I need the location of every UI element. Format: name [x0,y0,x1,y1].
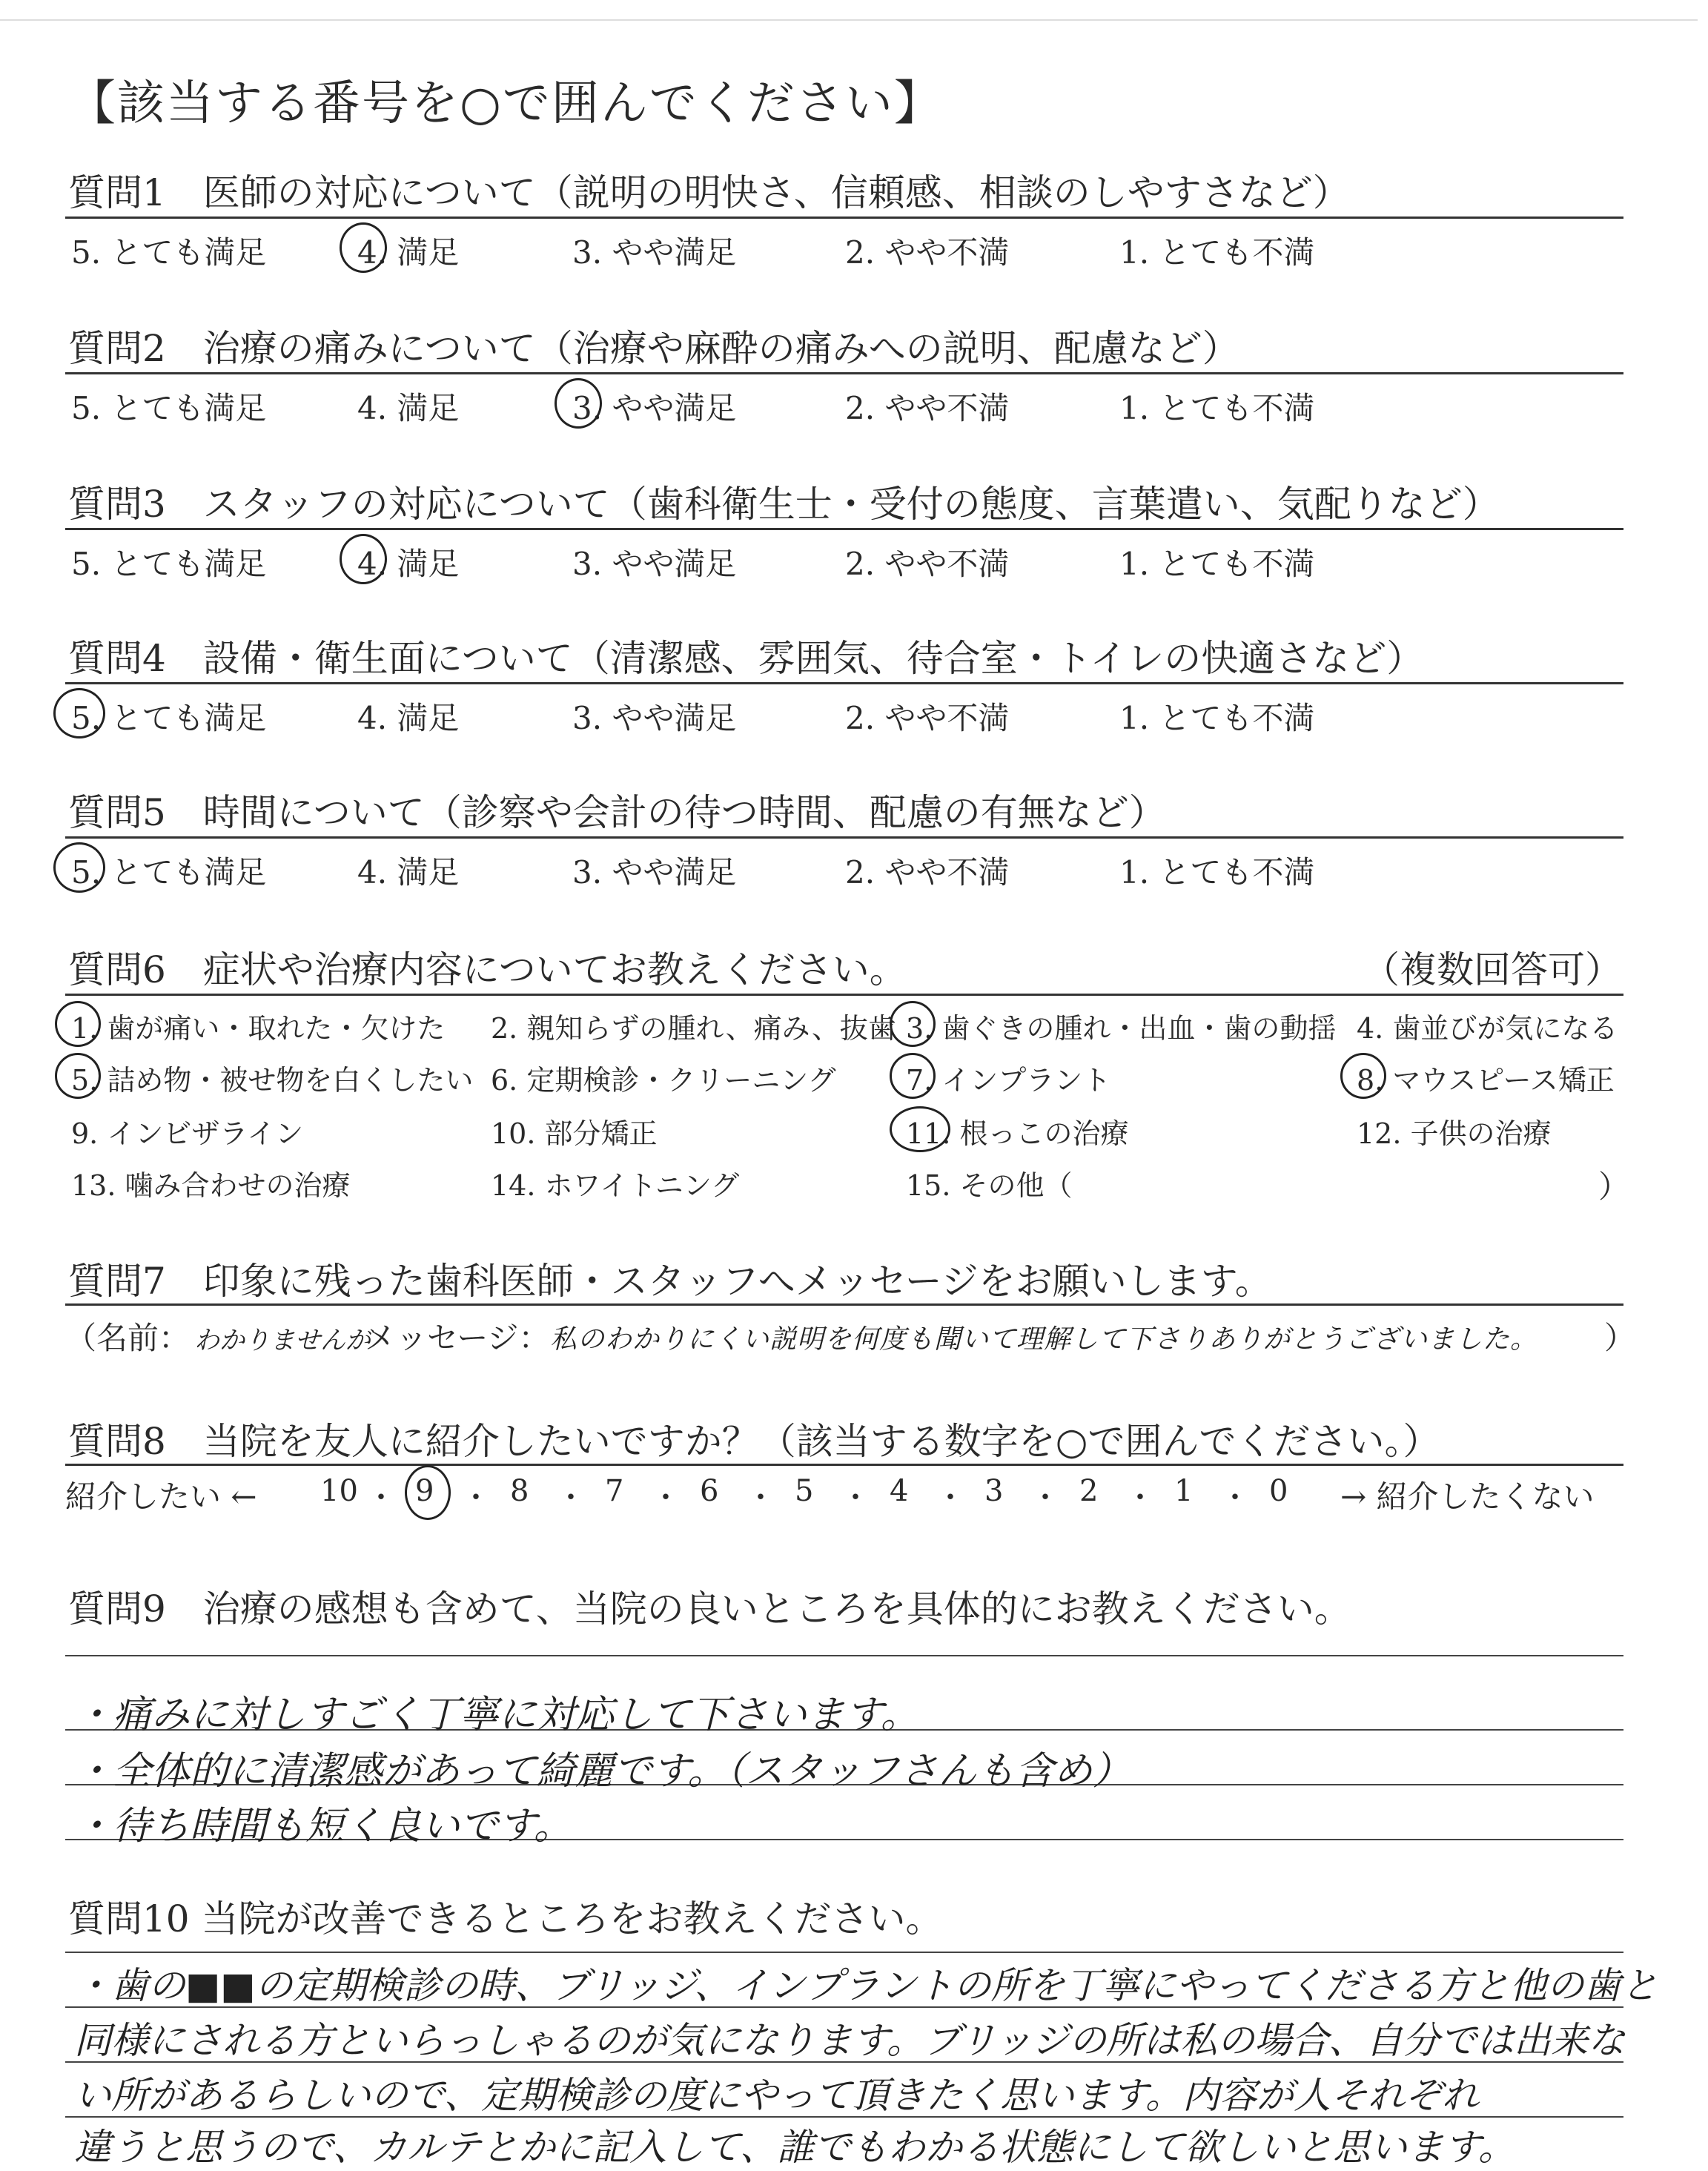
q2-selection-circle [555,378,602,429]
q8-selection-circle [405,1465,451,1520]
q4-option-4[interactable]: 4. 満足 [357,700,460,736]
q6-option-12[interactable]: 12. 子供の治療 [1357,1117,1552,1150]
q8-scale-9[interactable]: 9 [415,1474,434,1508]
q10-answer-line[interactable]: い所があるらしいので、定期検診の度にやって頂きたく思います。内容が人それぞれ [74,2074,1479,2117]
q6-rule [65,994,1623,996]
q5-selection-circle [53,842,105,893]
q7-name-value[interactable]: わかりませんが [194,1326,371,1355]
q6-option-11[interactable]: 11. 根っこの治療 [906,1117,1129,1150]
q8-separator: ・ [651,1481,681,1515]
q7-name-label: （名前： [65,1320,191,1356]
instructions-header: 【該当する番号を○で囲んでください】 [68,76,943,131]
q7-close-paren: ） [1604,1320,1636,1356]
q6-selection-circle [890,1106,950,1152]
q8-scale-0[interactable]: 0 [1269,1474,1288,1508]
q10-answer-line[interactable]: 違うと思うので、カルテとかに記入して、誰でもわかる状態にして欲しいと思います。 [74,2126,1515,2169]
q1-title: 質問1 医師の対応について（説明の明快さ、信頼感、相談のしやすさなど） [68,171,1350,214]
q8-separator: ・ [556,1481,586,1515]
q1-option-2[interactable]: 2. やや不満 [845,234,1010,271]
q6-option-1[interactable]: 1. 歯が痛い・取れた・欠けた [71,1012,446,1045]
q2-option-5[interactable]: 5. とても満足 [71,390,267,426]
q4-selection-circle [53,688,105,738]
q8-separator: ・ [841,1481,870,1515]
q10-title: 質問10 当院が改善できるところをお教えください。 [68,1897,943,1940]
q4-option-2[interactable]: 2. やや不満 [845,700,1010,736]
q7-message-label: メッセージ： [365,1320,550,1356]
q9-line [65,1655,1623,1656]
q5-option-5[interactable]: 5. とても満足 [71,854,267,890]
q1-selection-circle [340,222,387,273]
q10-line [65,1952,1623,1953]
q6-note: （複数回答可） [1363,948,1622,991]
q8-separator: ・ [461,1481,491,1515]
q6-selection-circle [1340,1053,1386,1099]
q2-option-1[interactable]: 1. とても不満 [1119,390,1315,426]
q4-option-1[interactable]: 1. とても不満 [1119,700,1315,736]
q3-rule [65,528,1623,530]
q1-option-5[interactable]: 5. とても満足 [71,234,267,271]
q6-option-15[interactable]: 15. その他（ [906,1169,1073,1202]
q8-scale-4[interactable]: 4 [890,1474,909,1508]
q3-option-1[interactable]: 1. とても不満 [1119,546,1315,582]
q6-title: 質問6 症状や治療内容についてお教えください。 [68,948,907,991]
q3-option-5[interactable]: 5. とても満足 [71,546,267,582]
q9-answer-line[interactable]: ・全体的に清潔感があって綺麗です。（スタッフさんも含め） [74,1749,1131,1794]
q8-scale-7[interactable]: 7 [605,1474,624,1508]
page-top-edge [0,19,1698,21]
q6-option-4[interactable]: 4. 歯並びが気になる [1357,1012,1618,1045]
q6-option-6[interactable]: 6. 定期検診・クリーニング [491,1064,836,1097]
q4-option-3[interactable]: 3. やや満足 [572,700,737,736]
q8-right-label: → 紹介したくない [1340,1478,1595,1515]
q8-title: 質問8 当院を友人に紹介したいですか？（該当する数字を○で囲んでください。） [68,1420,1440,1463]
q6-option-9[interactable]: 9. インビザライン [71,1117,304,1150]
q1-option-4[interactable]: 4. 満足 [357,234,460,271]
q6-option-5[interactable]: 5. 詰め物・被せ物を白くしたい [71,1064,474,1097]
q2-rule [65,372,1623,374]
q3-option-3[interactable]: 3. やや満足 [572,546,737,582]
q8-separator: ・ [1220,1481,1250,1515]
q8-rule [65,1464,1623,1466]
q7-rule [65,1303,1623,1306]
q6-option-3[interactable]: 3. 歯ぐきの腫れ・出血・歯の動揺 [906,1012,1337,1045]
q4-option-5[interactable]: 5. とても満足 [71,700,267,736]
q10-answer-line[interactable]: 同様にされる方といらっしゃるのが気になります。ブリッジの所は私の場合、自分では出来な [74,2019,1625,2062]
q3-option-4[interactable]: 4. 満足 [357,546,460,582]
q1-rule [65,217,1623,219]
q5-option-1[interactable]: 1. とても不満 [1119,854,1315,890]
q8-separator: ・ [746,1481,775,1515]
q8-scale-6[interactable]: 6 [700,1474,719,1508]
q2-option-2[interactable]: 2. やや不満 [845,390,1010,426]
q8-scale-10[interactable]: 10 [320,1474,358,1508]
q4-rule [65,682,1623,684]
q6-option-13[interactable]: 13. 噛み合わせの治療 [71,1169,351,1202]
q8-separator: ・ [366,1481,396,1515]
q8-scale-5[interactable]: 5 [795,1474,814,1508]
q4-title: 質問4 設備・衛生面について（清潔感、雰囲気、待合室・トイレの快適さなど） [68,637,1424,680]
q6-selection-circle [55,1001,101,1047]
q6-selection-circle [55,1053,101,1099]
q8-scale-3[interactable]: 3 [984,1474,1004,1508]
q2-title: 質問2 治療の痛みについて（治療や麻酔の痛みへの説明、配慮など） [68,327,1239,370]
q3-selection-circle [340,534,387,584]
q7-title: 質問7 印象に残った歯科医師・スタッフへメッセージをお願いします。 [68,1260,1272,1303]
q6-option-8[interactable]: 8. マウスピース矯正 [1357,1064,1615,1097]
q8-scale-2[interactable]: 2 [1079,1474,1099,1508]
q8-scale-8[interactable]: 8 [510,1474,529,1508]
q5-option-3[interactable]: 3. やや満足 [572,854,737,890]
q8-separator: ・ [1030,1481,1060,1515]
q6-selection-circle [890,1001,936,1047]
q7-message-value[interactable]: 私のわかりにくい説明を何度も聞いて理解して下さりありがとうございました。 [550,1324,1538,1355]
q6-option-14[interactable]: 14. ホワイトニング [491,1169,740,1202]
q3-option-2[interactable]: 2. やや不満 [845,546,1010,582]
q6-option-2[interactable]: 2. 親知らずの腫れ、痛み、抜歯 [491,1012,896,1045]
q6-option-10[interactable]: 10. 部分矯正 [491,1117,658,1150]
q5-rule [65,836,1623,839]
q6-other-close-paren: ） [1598,1169,1630,1205]
q8-separator: ・ [1125,1481,1155,1515]
q9-answer-line[interactable]: ・痛みに対しすごく丁寧に対応して下さいます。 [74,1693,919,1737]
q3-title: 質問3 スタッフの対応について（歯科衛生士・受付の態度、言葉遣い、気配りなど） [68,483,1500,526]
q9-answer-line[interactable]: ・待ち時間も短く良いです。 [74,1804,572,1848]
q8-scale-1[interactable]: 1 [1174,1474,1194,1508]
q6-selection-circle [890,1053,936,1099]
q8-left-label: 紹介したい ← [65,1478,257,1515]
q5-option-4[interactable]: 4. 満足 [357,854,460,890]
q10-answer-line[interactable]: ・歯の■■の定期検診の時、ブリッジ、インプラントの所を丁寧にやってくださる方と他の歯と [74,1964,1658,2007]
q8-separator: ・ [936,1481,965,1515]
q2-option-3[interactable]: 3. やや満足 [572,390,737,426]
q2-option-4[interactable]: 4. 満足 [357,390,460,426]
q1-option-1[interactable]: 1. とても不満 [1119,234,1315,271]
q5-title: 質問5 時間について（診察や会計の待つ時間、配慮の有無など） [68,791,1166,834]
q6-option-7[interactable]: 7. インプラント [906,1064,1111,1097]
q9-title: 質問9 治療の感想も含めて、当院の良いところを具体的にお教えください。 [68,1587,1351,1630]
q5-option-2[interactable]: 2. やや不満 [845,854,1010,890]
q1-option-3[interactable]: 3. やや満足 [572,234,737,271]
